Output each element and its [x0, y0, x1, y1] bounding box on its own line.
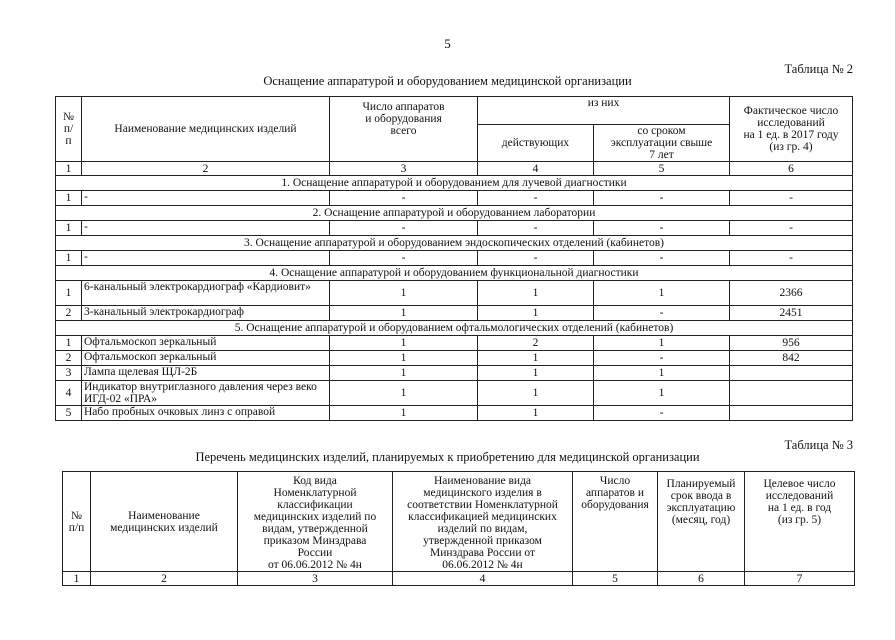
planned-purchase-table — [62, 471, 855, 586]
section-title: 2. Оснащение аппаратурой и оборудованием лаборатории — [56, 206, 853, 221]
section-title: 1. Оснащение аппаратурой и оборудованием для лучевой диагностики — [56, 176, 853, 191]
table-row: 3 Лампа щелевая ЩЛ-2Б 1 1 1 — [56, 366, 853, 381]
equipment-table — [55, 96, 853, 421]
table-row: 1 6-канальный электрокардиограф «Кардиовит» 1 1 1 2366 — [56, 281, 853, 306]
header-target: Целевое число исследований на 1 ед. в год (из гр. 5) — [745, 472, 855, 572]
header-planned: Планируемый срок ввода в эксплуатацию (месяц, год) — [658, 472, 745, 572]
table-row: 1 Офтальмоскоп зеркальный 1 2 1 956 — [56, 336, 853, 351]
header-old: со сроком эксплуатации свыше 7 лет — [594, 125, 730, 162]
table-row: 2 3-канальный электрокардиограф 1 1 - 2451 — [56, 306, 853, 321]
column-numbers-row: 1 2 3 4 5 6 7 — [63, 572, 855, 586]
table3-title: Перечень медицинских изделий, планируемых к приобретению для медицинской организации — [195, 450, 700, 464]
table-row: 1 - - - - - — [56, 221, 853, 236]
section-title: 5. Оснащение аппаратурой и оборудованием офтальмологических отделений (кабинетов) — [56, 321, 853, 336]
header-num: № п/ п — [56, 97, 82, 162]
table2-label: Таблица № 2 — [784, 62, 853, 76]
page-number: 5 — [444, 36, 451, 51]
header-num: № п/п — [63, 472, 91, 572]
header-count: Число аппаратов и оборудования — [573, 472, 658, 572]
section-title: 4. Оснащение аппаратурой и оборудованием функциональной диагностики — [56, 266, 853, 281]
table2-title: Оснащение аппаратурой и оборудованием медицинской организации — [263, 74, 632, 88]
table3-label: Таблица № 3 — [784, 438, 853, 452]
header-actual: Фактическое число исследований на 1 ед. в 2017 году (из гр. 4) — [730, 97, 853, 162]
header-name: Наименование медицинских изделий — [91, 472, 238, 572]
table-row: 1 - - - - - — [56, 251, 853, 266]
section-title: 3. Оснащение аппаратурой и оборудованием эндоскопических отделений (кабинетов) — [56, 236, 853, 251]
header-name: Наименование медицинских изделий — [82, 97, 330, 162]
table-row: 1 - - - - - — [56, 191, 853, 206]
table-row: 4 Индикатор внутриглазного давления через веко ИГД-02 «ПРА» 1 1 1 — [56, 381, 853, 406]
table-row: 5 Набо пробных очковых линз с оправой 1 1 - — [56, 406, 853, 421]
header-total: Число аппаратов и оборудования всего — [330, 97, 478, 162]
header-kind: Наименование вида медицинского изделия в соответствии Номенклатурной классификацией медицинских изделий по видам, утвержденной приказом Минздрава России от 06.06.2012 № 4н — [393, 472, 573, 572]
column-numbers-row: 1 2 3 4 5 6 — [56, 162, 853, 176]
header-code: Код вида Номенклатурной классификации медицинских изделий по видам, утвержденной приказом Минздрава России от 06.06.2012 № 4н — [238, 472, 393, 572]
header-of-them: из них — [478, 97, 730, 125]
header-active: действующих — [478, 125, 594, 162]
table-row: 2 Офтальмоскоп зеркальный 1 1 - 842 — [56, 351, 853, 366]
